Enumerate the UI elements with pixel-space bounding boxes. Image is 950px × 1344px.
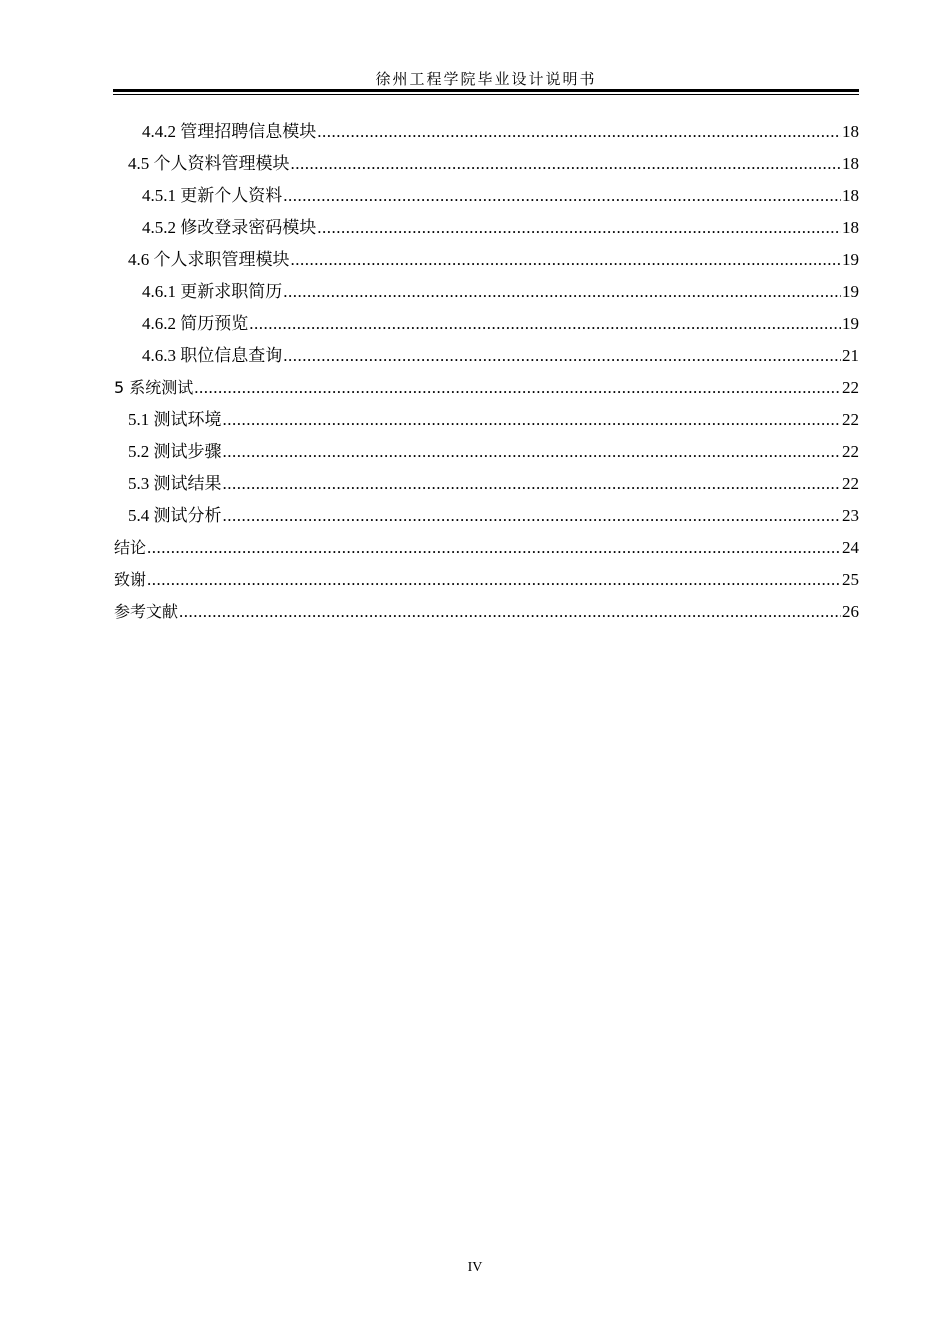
header-rule-thick — [113, 89, 859, 92]
toc-leader-dots — [249, 312, 841, 336]
toc-entry-title: 结论 — [114, 538, 147, 557]
toc-entry-title: 5.2 测试步骤 — [128, 442, 222, 461]
toc-leader-dots — [283, 344, 841, 368]
header-rule-thin — [113, 94, 859, 95]
toc-entry-title: 4.5.1 更新个人资料 — [142, 186, 283, 205]
toc-entry[interactable] — [113, 504, 859, 536]
toc-entry[interactable] — [113, 280, 859, 312]
toc-entry[interactable] — [113, 152, 859, 184]
toc-entry[interactable] — [113, 120, 859, 152]
toc-leader-dots — [223, 408, 842, 432]
toc-entry-title: 4.6.2 简历预览 — [142, 314, 249, 333]
toc-entry-page: 18 — [842, 186, 859, 205]
toc-entry-page: 19 — [842, 282, 859, 301]
toc-entry-title: 5 系统测试 — [114, 378, 194, 397]
toc-entry-page: 19 — [842, 314, 859, 333]
toc-entry-page: 18 — [842, 218, 859, 237]
toc-entry-title: 4.6 个人求职管理模块 — [128, 250, 290, 269]
toc-leader-dots — [223, 440, 842, 464]
toc-entry[interactable] — [113, 312, 859, 344]
table-of-contents — [113, 120, 859, 632]
toc-entry[interactable] — [113, 536, 859, 568]
toc-entry[interactable] — [113, 408, 859, 440]
toc-entry[interactable] — [113, 216, 859, 248]
toc-leader-dots — [223, 504, 842, 528]
toc-entry-title: 4.4.2 管理招聘信息模块 — [142, 122, 317, 141]
toc-leader-dots — [179, 600, 841, 624]
toc-leader-dots — [291, 248, 842, 272]
toc-entry-title: 4.5 个人资料管理模块 — [128, 154, 290, 173]
toc-leader-dots — [283, 280, 841, 304]
toc-entry-page: 22 — [842, 442, 859, 461]
toc-entry-title: 4.5.2 修改登录密码模块 — [142, 218, 317, 237]
toc-entry-page: 24 — [842, 538, 859, 557]
toc-entry-title: 致谢 — [114, 570, 147, 589]
toc-entry-page: 21 — [842, 346, 859, 365]
page-header: 徐州工程学院毕业设计说明书 — [375, 72, 597, 88]
toc-entry-page: 18 — [842, 122, 859, 141]
toc-entry[interactable] — [113, 600, 859, 632]
toc-entry-page: 22 — [842, 410, 859, 429]
toc-entry-page: 26 — [842, 602, 859, 621]
toc-entry-page: 23 — [842, 506, 859, 525]
toc-entry-title: 4.6.3 职位信息查询 — [142, 346, 283, 365]
toc-leader-dots — [147, 568, 841, 592]
toc-entry-page: 18 — [842, 154, 859, 173]
toc-leader-dots — [317, 216, 841, 240]
toc-entry-title: 4.6.1 更新求职简历 — [142, 282, 283, 301]
toc-leader-dots — [194, 376, 841, 400]
toc-entry-title: 5.1 测试环境 — [128, 410, 222, 429]
page-number: IV — [467, 1260, 483, 1275]
toc-leader-dots — [283, 184, 841, 208]
toc-entry-page: 22 — [842, 474, 859, 493]
toc-leader-dots — [317, 120, 841, 144]
toc-leader-dots — [223, 472, 842, 496]
toc-entry-page: 22 — [842, 378, 859, 397]
toc-entry-title: 5.3 测试结果 — [128, 474, 222, 493]
toc-entry-title: 参考文献 — [114, 602, 179, 621]
toc-entry[interactable] — [113, 376, 859, 408]
toc-leader-dots — [291, 152, 842, 176]
toc-entry[interactable] — [113, 248, 859, 280]
toc-leader-dots — [147, 536, 841, 560]
toc-entry[interactable] — [113, 344, 859, 376]
toc-entry[interactable] — [113, 472, 859, 504]
toc-entry[interactable] — [113, 184, 859, 216]
toc-entry-title: 5.4 测试分析 — [128, 506, 222, 525]
toc-entry[interactable] — [113, 440, 859, 472]
toc-entry-page: 25 — [842, 570, 859, 589]
toc-entry[interactable] — [113, 568, 859, 600]
toc-entry-page: 19 — [842, 250, 859, 269]
